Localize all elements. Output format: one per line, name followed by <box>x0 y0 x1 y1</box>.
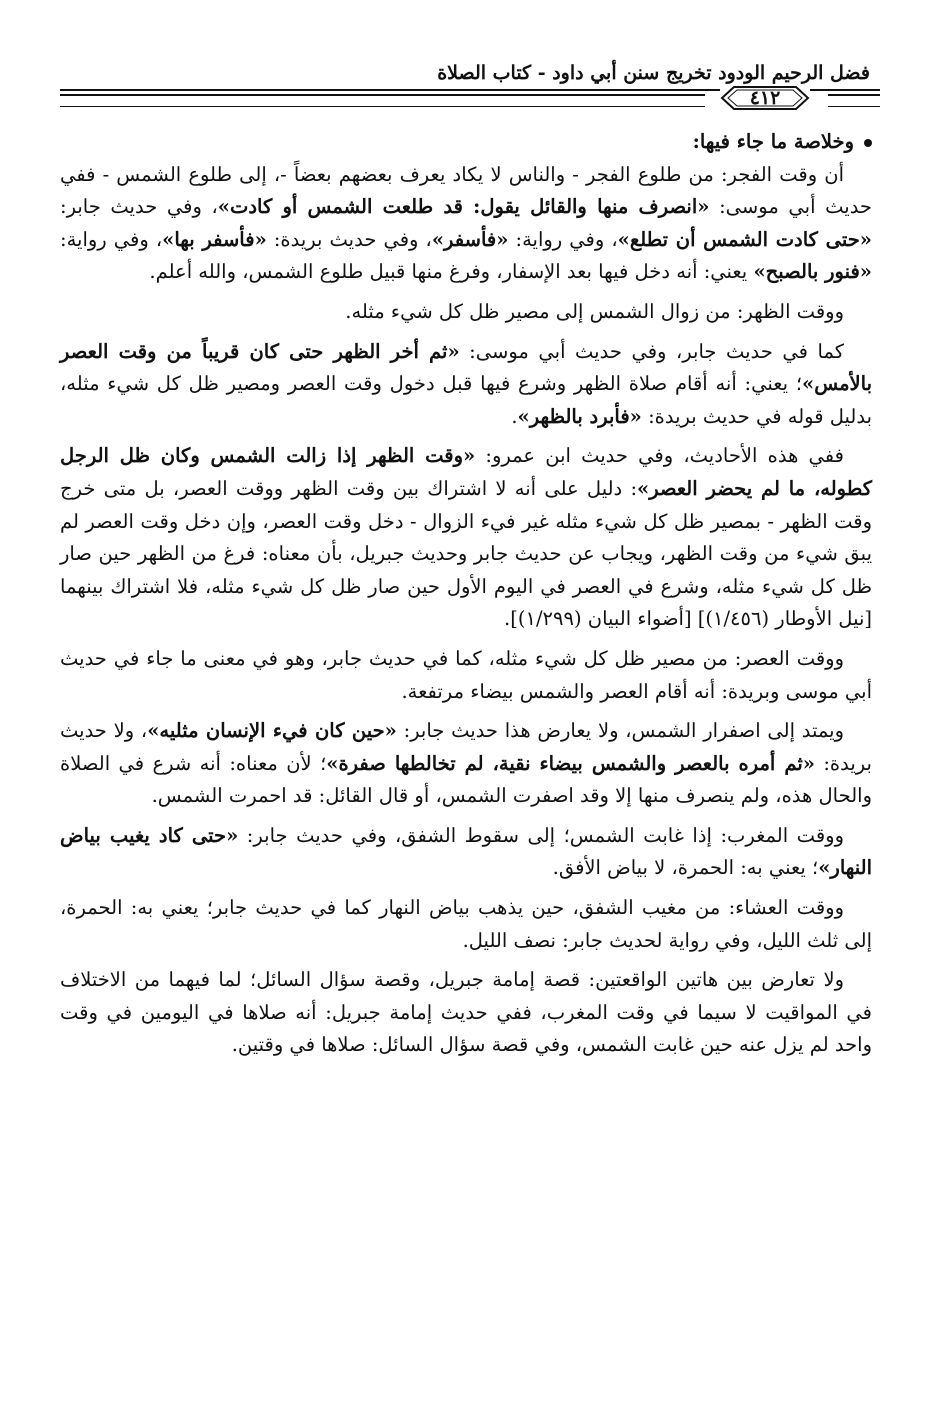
hadith-quote: «ثم أخر الظهر حتى كان قريباً من وقت العصر بالأمس» <box>60 339 872 396</box>
page-number: ٤١٢ <box>749 87 781 109</box>
text-segment: ، وفي حديث بريدة: <box>266 227 432 251</box>
text-segment: ويمتد إلى اصفرار الشمس، ولا يعارض هذا حديث جابر: <box>396 719 844 743</box>
text-segment: ؛ لأن معناه: أنه شرع في الصلاة والحال هذه، ولم ينصرف منها إلا وقد اصفرت الشمس، أو قال القائل: قد احمرت الشمس. <box>60 751 872 808</box>
hadith-quote: «فأسفر» <box>431 227 509 251</box>
text-segment: ووقت المغرب: إذا غابت الشمس؛ إلى سقوط الشفق، وفي حديث جابر: <box>238 823 844 847</box>
paragraph <box>60 820 872 885</box>
text-segment: ؛ يعني: أنه أقام صلاة الظهر وشرع فيها قبل دخول وقت العصر ومصير ظل كل شيء مثله، بدليل قوله في حديث بريدة: <box>60 372 872 428</box>
paragraph <box>60 336 872 434</box>
paragraph <box>60 643 872 708</box>
text-segment: ، ولا حديث بريدة: <box>60 719 872 775</box>
hadith-quote: «حتى كاد يغيب بياض النهار» <box>60 823 872 880</box>
text-segment: : دليل على أنه لا اشتراك بين وقت الظهر ووقت العصر، بل متى خرج وقت الظهر - بمصير ظل كل شيء مثله غير فيء الزوال - دخل وقت العصر، وإن دخل وقت العصر لم يبق شيء من وقت الظهر، ويجاب عن حديث جابر وحديث جبريل، بأن معناه: فرغ من الظهر حين صار ظل كل شيء مثله، وشرع في العصر في اليوم الأول حين صار ظل كل شيء مثله، فلا اشتراك بينهما [نيل الأوطار (١/٤٥٦)] [أضواء البيان (١/٢٩٩)]. <box>60 476 872 631</box>
hadith-quote: «حتى كادت الشمس أن تطلع» <box>617 227 872 251</box>
bullet-icon <box>864 139 872 147</box>
text-segment: ووقت العصر: من مصير ظل كل شيء مثله، كما في حديث جابر، وهو في معنى ما جاء في حديث أبي موسى وبريدة: أنه أقام العصر والشمس بيضاء مرتفعة. <box>60 646 872 703</box>
hadith-quote: «وقت الظهر إذا زالت الشمس وكان ظل الرجل كطوله، ما لم يحضر العصر» <box>60 444 873 500</box>
body-text <box>60 126 872 1069</box>
text-segment: ، وفي رواية: <box>508 227 618 251</box>
page-header <box>60 52 880 112</box>
paragraph <box>60 715 872 813</box>
paragraph <box>60 296 872 329</box>
text-segment: ، وفي حديث جابر: <box>60 195 218 219</box>
text-segment: ، وفي رواية: <box>60 227 163 251</box>
text-segment: ووقت العشاء: من مغيب الشفق، حين يذهب بياض النهار كما في حديث جابر؛ يعني به: الحمرة، إلى ثلث الليل، وفي رواية لحديث جابر: نصف الليل. <box>60 896 872 952</box>
text-segment: ولا تعارض بين هاتين الواقعتين: قصة إمامة جبريل، وقصة سؤال السائل؛ لما فيهما من الاختلاف في المواقيت لا سيما في وقت المغرب، ففي حديث إمامة جبريل: أنه صلاها في اليومين في وقت واحد لم يزل عنه حين غابت الشمس، وفي قصة سؤال السائل: صلاها في وقتين. <box>60 968 872 1057</box>
text-segment: ؛ يعني به: الحمرة، لا بياض الأفق. <box>552 856 819 880</box>
page-number-ornament <box>720 84 810 112</box>
section-heading-text: وخلاصة ما جاء فيها: <box>692 130 854 153</box>
text-segment: أن وقت الفجر: من طلوع الفجر - والناس لا يكاد يعرف بعضهم بعضاً -، إلى طلوع الشمس - ففي حديث أبي موسى: <box>60 162 872 219</box>
header-double-rule-right <box>828 94 880 107</box>
hadith-quote: «حين كان فيء الإنسان مثليه» <box>147 719 397 743</box>
text-segment: ففي هذه الأحاديث، وفي حديث ابن عمرو: <box>475 444 844 468</box>
header-double-rule-left <box>60 94 705 107</box>
paragraph <box>60 964 872 1062</box>
paragraph <box>60 892 872 957</box>
hadith-quote: «فأبرد بالظهر» <box>517 404 642 428</box>
hadith-quote: «فنور بالصبح» <box>753 260 872 284</box>
text-segment: . <box>511 404 518 428</box>
text-segment: ووقت الظهر: من زوال الشمس إلى مصير ظل كل شيء مثله. <box>345 299 844 323</box>
text-segment: يعني: أنه دخل فيها بعد الإسفار، وفرغ منها قبيل طلوع الشمس، والله أعلم. <box>149 260 754 284</box>
hadith-quote: «فأسفر بها» <box>162 227 267 251</box>
paragraph <box>60 159 872 289</box>
section-heading <box>60 126 872 159</box>
running-title: فضل الرحيم الودود تخريج سنن أبي داود - كتاب الصلاة <box>437 62 870 84</box>
hadith-quote: «ثم أمره بالعصر والشمس بيضاء نقية، لم تخالطها صفرة» <box>326 751 815 775</box>
hadith-quote: «انصرف منها والقائل يقول: قد طلعت الشمس أو كادت» <box>217 195 710 219</box>
paragraph <box>60 440 872 636</box>
paragraph-list <box>60 159 872 1062</box>
text-segment: كما في حديث جابر، وفي حديث أبي موسى: <box>459 339 844 363</box>
